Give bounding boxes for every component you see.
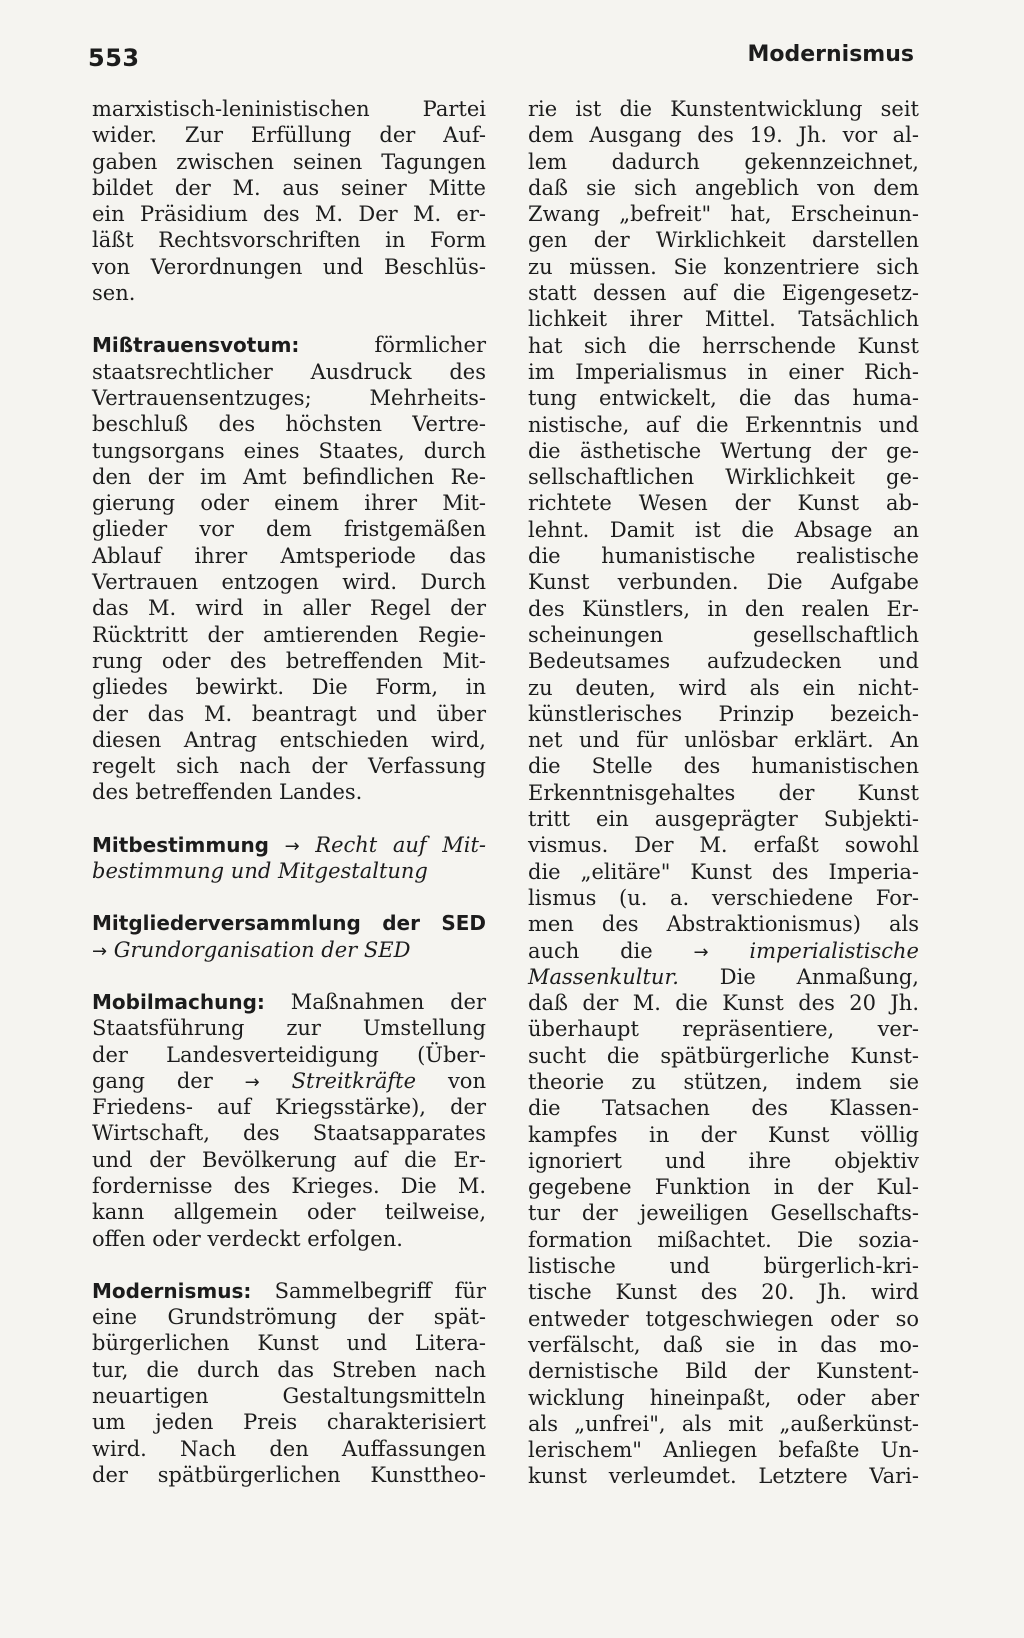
- text-line: [528, 412, 919, 438]
- text-line: [92, 1226, 486, 1252]
- cross-reference-text: bestimmung und Mitgestaltung: [92, 859, 428, 884]
- text-line: [528, 1043, 919, 1069]
- text-line: [92, 516, 486, 542]
- text-line: [528, 122, 919, 148]
- text-line: [92, 674, 486, 700]
- text-run: lismus (u. a. verschiedene For-: [528, 885, 919, 910]
- cross-reference-arrow-icon: →: [92, 940, 108, 962]
- text-run: hat sich die herrschende Kunst: [528, 333, 919, 358]
- text-line: [92, 464, 486, 490]
- text-line: [92, 1173, 486, 1199]
- text-run: staatsrechtlicher Ausdruck des: [92, 359, 486, 384]
- text-run: der das M. beantragt und über: [92, 701, 486, 726]
- text-run: die „elitäre" Kunst des Imperia-: [528, 859, 919, 884]
- text-line: [92, 1436, 486, 1462]
- text-line: [528, 543, 919, 569]
- cross-reference-arrow-icon: →: [284, 835, 300, 857]
- text-run: kampfes in der Kunst völlig: [528, 1122, 919, 1147]
- text-line: [92, 96, 486, 122]
- paragraph-gap: [92, 306, 486, 332]
- text-line: [528, 569, 919, 595]
- text-line: [92, 595, 486, 621]
- paragraph-gap: [92, 963, 486, 989]
- text-run: lehnt. Damit ist die Absage an: [528, 517, 919, 542]
- text-line: [528, 385, 919, 411]
- text-line: [528, 753, 919, 779]
- text-line: [92, 989, 486, 1015]
- text-line: [92, 543, 486, 569]
- paragraph-gap: [92, 806, 486, 832]
- text-line: [92, 227, 486, 253]
- text-run: beschluß des höchsten Vertre-: [92, 412, 486, 437]
- text-line: [92, 727, 486, 753]
- text-line: [92, 648, 486, 674]
- text-run: Bedeutsames aufzudecken und: [528, 649, 919, 674]
- entry-headword: Modernismus:: [92, 1278, 252, 1303]
- text-run: die Tatsachen des Klassen-: [528, 1096, 919, 1121]
- text-run: der spätbürgerlichen Kunsttheo-: [92, 1462, 486, 1487]
- text-line: [528, 859, 919, 885]
- text-run: tur der jeweiligen Gesellschafts-: [528, 1201, 919, 1226]
- paragraph-gap: [92, 884, 486, 910]
- text-run: sellschaftlichen Wirklichkeit ge-: [528, 465, 919, 490]
- cross-reference-text: Recht auf Mit-: [315, 832, 486, 857]
- text-run: um jeden Preis charakterisiert: [92, 1410, 486, 1435]
- text-line: [92, 622, 486, 648]
- text-run: kunst verleumdet. Letztere Vari-: [528, 1464, 919, 1489]
- text-line: [528, 1358, 919, 1384]
- text-line: [92, 280, 486, 306]
- text-line: [92, 1409, 486, 1435]
- text-line: [528, 1095, 919, 1121]
- text-line: [528, 175, 919, 201]
- text-run: ignoriert und ihre objektiv: [528, 1148, 919, 1173]
- text-line: [528, 1200, 919, 1226]
- running-head: Modernismus: [747, 42, 914, 67]
- text-line: [92, 1199, 486, 1225]
- text-line: [92, 1278, 486, 1304]
- text-line: [528, 1411, 919, 1437]
- text-run: und der Bevölkerung auf die Er-: [92, 1147, 486, 1172]
- cross-reference-text: imperialistische: [749, 938, 919, 963]
- text-run: neuartigen Gestaltungsmitteln: [92, 1384, 486, 1409]
- text-line: [92, 858, 486, 884]
- text-run: von Verordnungen und Beschlüs-: [92, 254, 486, 279]
- text-run: lerischem" Anliegen befaßte Un-: [528, 1438, 919, 1463]
- entry-headword: Mitgliederversammlung der SED: [92, 911, 486, 936]
- text-run: den der im Amt befindlichen Re-: [92, 464, 486, 489]
- text-line: [528, 201, 919, 227]
- cross-reference-arrow-icon: →: [244, 1071, 260, 1093]
- text-line: [528, 1227, 919, 1253]
- text-run: die humanistische realistische: [528, 544, 919, 569]
- text-run: gen der Wirklichkeit darstellen: [528, 228, 919, 253]
- text-run: der Landesverteidigung (Über-: [92, 1042, 486, 1067]
- text-line: [92, 1042, 486, 1068]
- text-run: als „unfrei", als mit „außerkünst-: [528, 1411, 919, 1436]
- text-line: [528, 517, 919, 543]
- text-line: [528, 490, 919, 516]
- text-line: [528, 596, 919, 622]
- text-line: [92, 701, 486, 727]
- text-run: diesen Antrag entschieden wird,: [92, 727, 486, 752]
- text-run: wicklung hineinpaßt, oder aber: [528, 1385, 919, 1410]
- text-run: bürgerlichen Kunst und Litera-: [92, 1331, 486, 1356]
- text-line: [92, 1304, 486, 1330]
- text-line: [92, 1330, 486, 1356]
- text-line: [528, 938, 919, 964]
- text-line: [528, 1253, 919, 1279]
- text-run: net und für unlösbar erklärt. An: [528, 728, 919, 753]
- text-run: gliedes bewirkt. Die Form, in: [92, 675, 486, 700]
- text-run: tritt ein ausgeprägter Subjekti-: [528, 807, 919, 832]
- cross-reference-arrow-icon: →: [693, 941, 709, 963]
- text-run: kann allgemein oder teilweise,: [92, 1200, 486, 1225]
- text-line: [528, 911, 919, 937]
- text-line: [92, 411, 486, 437]
- text-run: Sammelbegriff für: [274, 1278, 486, 1303]
- text-line: [92, 490, 486, 516]
- text-run: gang der: [92, 1068, 213, 1093]
- entry-headword: Mißtrauensvotum:: [92, 333, 300, 358]
- text-line: [92, 175, 486, 201]
- text-run: Staatsführung zur Umstellung: [92, 1016, 486, 1041]
- text-run: lichkeit ihrer Mittel. Tatsächlich: [528, 307, 919, 332]
- text-run: gegebene Funktion in der Kul-: [528, 1175, 919, 1200]
- text-run: Ablauf ihrer Amtsperiode das: [92, 543, 486, 568]
- text-run: wider. Zur Erfüllung der Auf-: [92, 123, 486, 148]
- text-run: auch die: [528, 938, 653, 963]
- text-run: bildet der M. aus seiner Mitte: [92, 175, 486, 200]
- text-line: [528, 1016, 919, 1042]
- text-line: [528, 1437, 919, 1463]
- text-run: offen oder verdeckt erfolgen.: [92, 1226, 403, 1251]
- text-run: die Stelle des humanistischen: [528, 754, 919, 779]
- text-line: [92, 779, 486, 805]
- text-run: ein Präsidium des M. Der M. er-: [92, 202, 486, 227]
- text-run: marxistisch-leninistischen Partei: [92, 97, 486, 121]
- text-line: [92, 149, 486, 175]
- text-line: [528, 701, 919, 727]
- text-run: dem Ausgang des 19. Jh. vor al-: [528, 123, 919, 148]
- text-line: [92, 910, 486, 936]
- right-text-column: [528, 96, 919, 1490]
- text-run: Maßnahmen der: [290, 989, 486, 1014]
- text-line: [92, 332, 486, 358]
- text-run: wird. Nach den Auffassungen: [92, 1436, 486, 1461]
- text-run: rie ist die Kunstentwicklung seit: [528, 97, 919, 121]
- text-run: statt dessen auf die Eigengesetz-: [528, 281, 919, 306]
- text-line: [92, 1383, 486, 1409]
- text-line: [92, 832, 486, 858]
- text-line: [528, 1148, 919, 1174]
- text-line: [92, 122, 486, 148]
- text-line: [528, 1332, 919, 1358]
- text-line: [528, 832, 919, 858]
- text-run: Rücktritt der amtierenden Regie-: [92, 622, 486, 647]
- text-line: [528, 1463, 919, 1489]
- text-line: [528, 438, 919, 464]
- entry-headword: Mitbestimmung: [92, 832, 269, 857]
- text-run: das M. wird in aller Regel der: [92, 596, 486, 621]
- text-line: [528, 1174, 919, 1200]
- text-line: [528, 622, 919, 648]
- text-run: listische und bürgerlich-kri-: [528, 1254, 919, 1279]
- text-run: überhaupt repräsentiere, ver-: [528, 1017, 919, 1042]
- paragraph-gap: [92, 1252, 486, 1278]
- text-line: [92, 201, 486, 227]
- text-run: sen.: [92, 281, 136, 306]
- text-run: von: [447, 1068, 486, 1093]
- text-run: gaben zwischen seinen Tagungen: [92, 149, 486, 174]
- text-run: künstlerisches Prinzip bezeich-: [528, 701, 919, 726]
- text-line: [92, 937, 486, 963]
- text-run: dernistische Bild der Kunstent-: [528, 1359, 919, 1384]
- text-line: [528, 964, 919, 990]
- text-line: [92, 359, 486, 385]
- text-line: [528, 149, 919, 175]
- text-run: Die Anmaßung,: [719, 964, 919, 989]
- text-run: Wirtschaft, des Staatsapparates: [92, 1121, 486, 1146]
- text-line: [528, 333, 919, 359]
- text-run: theorie zu stützen, indem sie: [528, 1069, 919, 1094]
- text-line: [92, 1462, 486, 1488]
- text-run: förmlicher: [374, 333, 486, 358]
- text-line: [92, 753, 486, 779]
- text-line: [528, 648, 919, 674]
- text-run: zu deuten, wird als ein nicht-: [528, 675, 919, 700]
- text-line: [92, 1094, 486, 1120]
- text-line: [528, 1306, 919, 1332]
- text-run: Vertrauensentzuges; Mehrheits-: [92, 385, 486, 410]
- text-run: formation mißachtet. Die sozia-: [528, 1227, 919, 1252]
- text-run: tur, die durch das Streben nach: [92, 1357, 486, 1382]
- text-run: men des Abstraktionismus) als: [528, 912, 919, 937]
- text-line: [528, 1279, 919, 1305]
- text-run: läßt Rechtsvorschriften in Form: [92, 228, 486, 253]
- text-run: Erkenntnisgehaltes der Kunst: [528, 780, 919, 805]
- text-run: eine Grundströmung der spät-: [92, 1305, 486, 1330]
- text-line: [528, 990, 919, 1016]
- text-line: [92, 1015, 486, 1041]
- text-run: lem dadurch gekennzeichnet,: [528, 149, 919, 174]
- text-line: [528, 306, 919, 332]
- text-line: [528, 227, 919, 253]
- text-line: [528, 1069, 919, 1095]
- text-run: verfälscht, daß sie in das mo-: [528, 1332, 919, 1357]
- text-line: [528, 780, 919, 806]
- text-line: [528, 885, 919, 911]
- text-run: des betreffenden Landes.: [92, 780, 363, 805]
- text-run: die ästhetische Wertung der ge-: [528, 438, 919, 463]
- text-run: zu müssen. Sie konzentriere sich: [528, 254, 919, 279]
- left-text-column: [92, 96, 486, 1488]
- cross-reference-text: Massenkultur.: [528, 964, 679, 989]
- text-run: sucht die spätbürgerliche Kunst-: [528, 1043, 919, 1068]
- text-line: [92, 1147, 486, 1173]
- text-run: Friedens- auf Kriegsstärke), der: [92, 1095, 486, 1120]
- text-run: glieder vor dem fristgemäßen: [92, 517, 486, 542]
- text-line: [92, 438, 486, 464]
- text-run: nistische, auf die Erkenntnis und: [528, 412, 919, 437]
- text-run: Zwang „befreit" hat, Erscheinun-: [528, 202, 919, 227]
- cross-reference-text: Grundorganisation der SED: [113, 937, 411, 962]
- text-line: [528, 254, 919, 280]
- text-run: Kunst verbunden. Die Aufgabe: [528, 570, 919, 595]
- text-run: rung oder des betreffenden Mit-: [92, 648, 486, 673]
- text-run: im Imperialismus in einer Rich-: [528, 359, 919, 384]
- text-run: vismus. Der M. erfaßt sowohl: [528, 833, 919, 858]
- page-number: 553: [88, 44, 140, 72]
- text-line: [92, 569, 486, 595]
- text-run: daß der M. die Kunst des 20 Jh.: [528, 991, 919, 1016]
- text-run: tische Kunst des 20. Jh. wird: [528, 1280, 919, 1305]
- text-line: [528, 1122, 919, 1148]
- text-line: [92, 1068, 486, 1094]
- text-line: [528, 359, 919, 385]
- text-line: [528, 806, 919, 832]
- text-run: tung entwickelt, die das huma-: [528, 386, 919, 411]
- text-line: [92, 1120, 486, 1146]
- text-line: [528, 675, 919, 701]
- text-line: [528, 96, 919, 122]
- text-line: [92, 1357, 486, 1383]
- text-line: [92, 254, 486, 280]
- text-line: [528, 727, 919, 753]
- cross-reference-text: Streitkräfte: [291, 1068, 417, 1093]
- text-run: entweder totgeschwiegen oder so: [528, 1306, 919, 1331]
- text-run: fordernisse des Krieges. Die M.: [92, 1173, 486, 1198]
- text-run: richtete Wesen der Kunst ab-: [528, 491, 919, 516]
- text-line: [528, 1385, 919, 1411]
- text-line: [92, 385, 486, 411]
- text-run: tungsorgans eines Staates, durch: [92, 438, 486, 463]
- text-run: regelt sich nach der Verfassung: [92, 754, 486, 779]
- text-line: [528, 280, 919, 306]
- entry-headword: Mobilmachung:: [92, 989, 265, 1014]
- text-line: [528, 464, 919, 490]
- text-run: Vertrauen entzogen wird. Durch: [92, 570, 486, 595]
- text-run: scheinungen gesellschaftlich: [528, 622, 919, 647]
- text-run: gierung oder einem ihrer Mit-: [92, 491, 486, 516]
- text-run: daß sie sich angeblich von dem: [528, 175, 919, 200]
- text-run: des Künstlers, in den realen Er-: [528, 596, 919, 621]
